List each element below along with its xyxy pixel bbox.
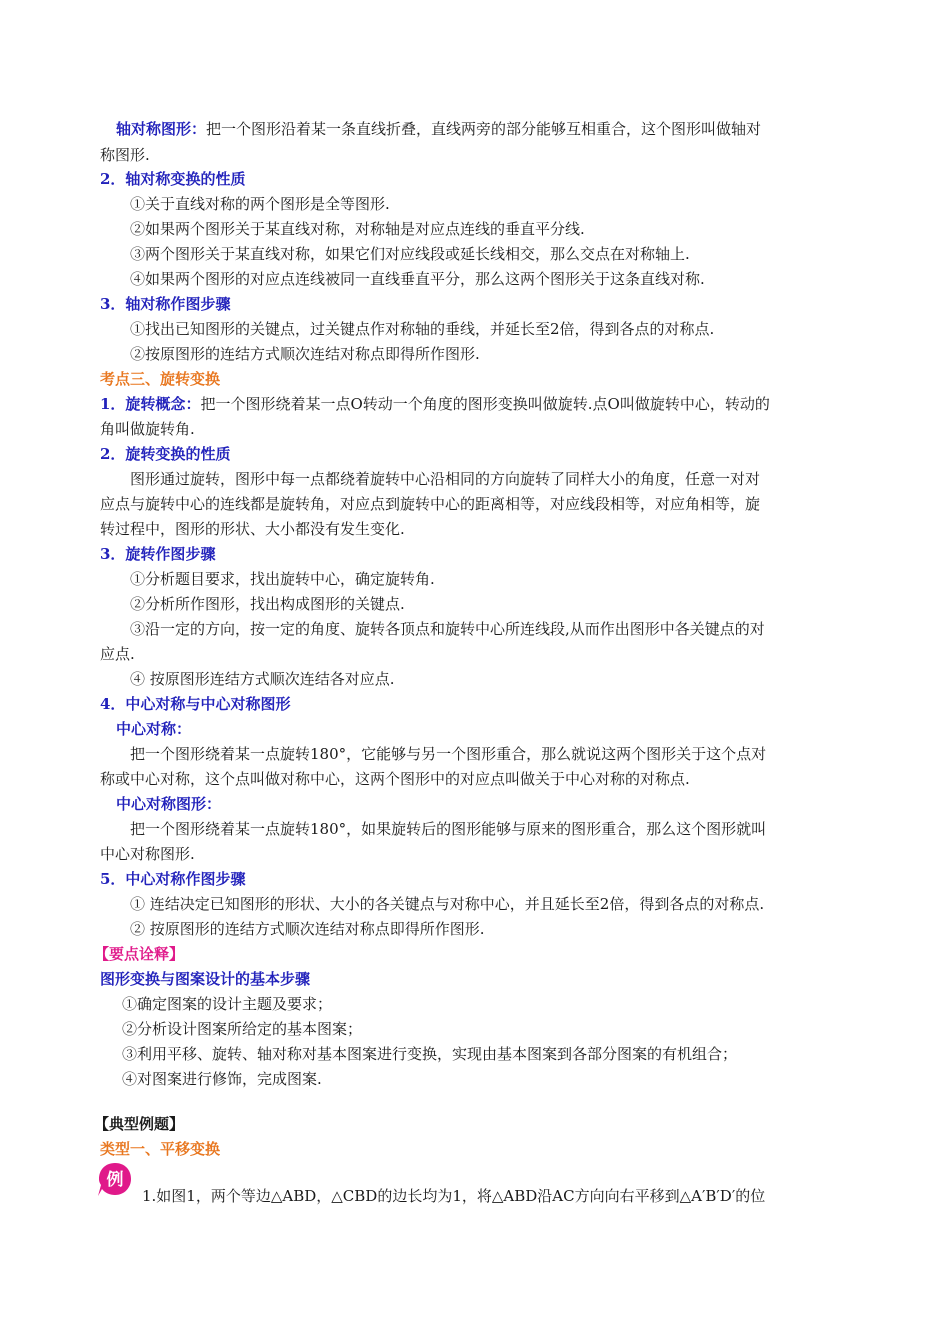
term-rotation-concept: 1．旋转概念：	[100, 395, 201, 413]
paragraph-line: 把一个图形绕着某一点旋转180°，如果旋转后的图形能够与原来的图形重合，那么这个图形就叫	[130, 820, 767, 838]
heading-rotation-steps: 3．旋转作图步骤	[100, 545, 216, 563]
list-item: ②分析设计图案所给定的基本图案；	[122, 1020, 363, 1038]
list-item: ④对图案进行修饰，完成图案.	[122, 1070, 322, 1088]
paragraph-line: 把一个图形绕着某一点旋转180°，它能够与另一个图形重合，那么就说这两个图形关于这个点对	[130, 745, 767, 763]
list-item: ④如果两个图形的对应点连线被同一直线垂直平分，那么这两个图形关于这条直线对称.	[130, 270, 705, 288]
example-badge-label: 例	[106, 1170, 124, 1190]
heading-typical-examples: 【典型例题】	[94, 1115, 185, 1133]
axis-symmetric-figure-def: 轴对称图形：把一个图形沿着某一条直线折叠，直线两旁的部分能够互相重合，这个图形叫做轴对	[116, 120, 762, 138]
list-item: ②如果两个图形关于某直线对称，对称轴是对应点连线的垂直平分线.	[130, 220, 585, 238]
list-item: ④ 按原图形连结方式顺次连结各对应点.	[130, 670, 395, 688]
heading-central-symmetry: 4．中心对称与中心对称图形	[100, 695, 291, 713]
subheading-central-symmetric-figure: 中心对称图形：	[116, 795, 222, 813]
heading-type-one-translation: 类型一、平移变换	[100, 1140, 221, 1158]
heading-rotation-section: 考点三、旋转变换	[100, 370, 221, 388]
paragraph-line: 转过程中，图形的形状、大小都没有发生变化.	[100, 520, 405, 538]
rotation-concept: 1．旋转概念：把一个图形绕着某一点O转动一个角度的图形变换叫做旋转.点O叫做旋转中心，转动的	[100, 395, 770, 413]
list-item: ① 连结决定已知图形的形状、大小的各关键点与对称中心，并且延长至2倍，得到各点的对称点.	[130, 895, 765, 913]
paragraph-line: 角叫做旋转角.	[100, 420, 195, 438]
paragraph-line: 称图形.	[100, 146, 150, 164]
heading-axis-symmetry-steps: 3．轴对称作图步骤	[100, 295, 231, 313]
list-item-continuation: 应点.	[100, 645, 135, 663]
list-item: ②按原图形的连结方式顺次连结对称点即得所作图形.	[130, 345, 480, 363]
list-item: ①确定图案的设计主题及要求；	[122, 995, 333, 1013]
list-item: ①找出已知图形的关键点，过关键点作对称轴的垂线，并延长至2倍，得到各点的对称点.	[130, 320, 715, 338]
term-axis-symmetric-figure: 轴对称图形：	[116, 120, 207, 138]
list-item: ①关于直线对称的两个图形是全等图形.	[130, 195, 390, 213]
paragraph-line: 图形通过旋转，图形中每一点都绕着旋转中心沿相同的方向旋转了同样大小的角度，任意一对对	[130, 470, 761, 488]
list-item: ③利用平移、旋转、轴对称对基本图案进行变换，实现由基本图案到各部分图案的有机组合；	[122, 1045, 738, 1063]
subheading-central-symmetry: 中心对称：	[116, 720, 192, 738]
heading-axis-symmetry-properties: 2．轴对称变换的性质	[100, 170, 246, 188]
list-item: ②分析所作图形，找出构成图形的关键点.	[130, 595, 405, 613]
paragraph-line: 称或中心对称，这个点叫做对称中心，这两个图形中的对应点叫做关于中心对称的对称点.	[100, 770, 690, 788]
heading-design-steps: 图形变换与图案设计的基本步骤	[100, 970, 311, 988]
list-item: ①分析题目要求，找出旋转中心，确定旋转角.	[130, 570, 435, 588]
list-item: ③两个图形关于某直线对称，如果它们对应线段或延长线相交，那么交点在对称轴上.	[130, 245, 690, 263]
example-one-text: 1.如图1，两个等边△ABD，△CBD的边长均为1，将△ABD沿AC方向向右平移到△A′B′D′的位	[142, 1187, 766, 1205]
list-item: ③沿一定的方向，按一定的角度、旋转各顶点和旋转中心所连线段,从而作出图形中各关键点的对	[130, 620, 765, 638]
list-item: ② 按原图形的连结方式顺次连结对称点即得所作图形.	[130, 920, 485, 938]
paragraph-line: 应点与旋转中心的连线都是旋转角，对应点到旋转中心的距离相等，对应线段相等，对应角相等，旋	[100, 495, 761, 513]
example-badge-icon	[96, 1160, 134, 1198]
paragraph-line: 中心对称图形.	[100, 845, 195, 863]
heading-central-symmetry-steps: 5．中心对称作图步骤	[100, 870, 246, 888]
heading-rotation-properties: 2．旋转变换的性质	[100, 445, 231, 463]
heading-key-points: 【要点诠释】	[94, 945, 185, 963]
